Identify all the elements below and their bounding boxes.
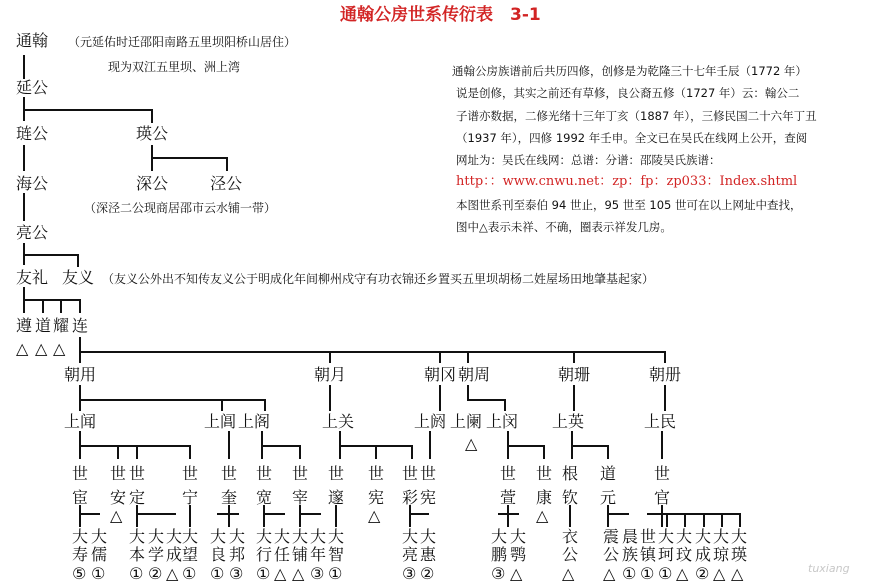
info-url: http：：www.cnwu.net：zp：fp：zp033：Index.shtml <box>456 174 798 190</box>
person-yan: 延公 <box>16 78 49 97</box>
person-shangguan: 上关 <box>322 412 355 431</box>
mark-daying: △ <box>731 564 744 583</box>
note-tonghan-origin: （元延佑时迁邵阳南路五里坝阳桥山居住） <box>68 35 297 49</box>
person-dashou: 大寿 <box>72 527 89 564</box>
person-shiding: 世定 <box>129 464 146 507</box>
person-shisui: 世邃 <box>328 464 345 507</box>
person-dapu: 大铺 <box>292 527 309 564</box>
person-dawen: 大玟 <box>676 527 693 564</box>
mark-yigong: △ <box>562 564 575 583</box>
mark-daru: ① <box>91 564 106 583</box>
mark-daxing: ① <box>256 564 271 583</box>
mark-daben: ① <box>129 564 144 583</box>
person-shen: 深公 <box>136 174 169 193</box>
person-chaoyue: 朝月 <box>314 365 347 384</box>
person-lian-gen7: 连 <box>72 316 89 335</box>
person-shikui: 世奎 <box>221 464 238 507</box>
info-line-1: 通翰公房族谱前后共历四修，创修是为乾隆三十七年壬辰（1772 年） <box>452 64 807 78</box>
person-dacheng2: 大成 <box>695 527 712 564</box>
watermark: tuxiang <box>808 562 850 575</box>
mark-zun: △ <box>16 339 29 358</box>
person-daben: 大本 <box>129 527 146 564</box>
mark-yao: △ <box>53 339 66 358</box>
person-genqin: 根钦 <box>562 464 579 507</box>
person-shangchang: 上阊 <box>204 412 237 431</box>
person-chaoyong: 朝用 <box>64 365 97 384</box>
person-dapeng: 大鹏 <box>491 527 508 564</box>
person-dahui: 大惠 <box>420 527 437 564</box>
person-hai: 海公 <box>16 174 49 193</box>
person-zhengong: 震公 <box>603 527 620 564</box>
info-line-7: 本图世系刊至泰伯 94 世止，95 世至 105 世可在以上网址中查找， <box>456 197 802 212</box>
mark-dacheng2: ② <box>695 564 710 583</box>
mark-dabang: ③ <box>229 564 244 583</box>
mark-dae: △ <box>510 564 523 583</box>
person-daying: 大瑛 <box>731 527 748 564</box>
mark-daqiong: △ <box>713 564 726 583</box>
info-line-5: 网址为：吴氏在线网：总谱：分谱：邵陵吴氏族谱： <box>456 153 721 168</box>
person-daru: 大儒 <box>91 527 108 564</box>
person-youli: 友礼 <box>16 268 49 287</box>
mark-dazhi: ① <box>328 564 343 583</box>
person-zun: 遵 <box>16 316 33 335</box>
person-shangwen: 上闻 <box>64 412 97 431</box>
person-chaoshan: 朝珊 <box>558 365 591 384</box>
person-dazhi: 大智 <box>328 527 345 564</box>
mark-shikuan2: △ <box>368 506 381 525</box>
person-daqiong: 大琼 <box>713 527 730 564</box>
person-shanglan: 上阑 <box>450 412 483 431</box>
mark-dacheng: △ <box>166 564 179 583</box>
note-youyi: （友义公外出不知传友义公于明成化年间柳州戍守有功衣锦还乡置买五里坝胡杨二姓屋场田地肇基起家） <box>102 272 655 286</box>
mark-zhengong: △ <box>603 564 616 583</box>
info-line-4: （1937 年），四修 1992 年壬申。全文已在吴氏在线网上公开，查阅 <box>456 130 808 145</box>
person-dake: 大珂 <box>658 527 675 564</box>
person-shicai: 世彩 <box>402 464 419 507</box>
mark-dapeng: ③ <box>491 564 506 583</box>
person-chenzu: 晨族 <box>622 527 639 564</box>
mark-daxue: ② <box>148 564 163 583</box>
mark-shanglan: △ <box>465 434 478 453</box>
person-jing: 泾公 <box>210 174 243 193</box>
info-line-2: 说是创修，其实之前还有草修，良公裔五修（1727 年）云：翰公二 <box>456 86 800 101</box>
info-paragraph <box>452 60 872 238</box>
person-shining: 世宁 <box>182 464 199 507</box>
mark-dao: △ <box>35 339 48 358</box>
mark-dahui: ② <box>420 564 435 583</box>
person-chaoce: 朝册 <box>649 365 682 384</box>
person-lian: 琏公 <box>16 124 49 143</box>
person-shangmin2: 上民 <box>644 412 677 431</box>
person-yao: 耀 <box>53 316 70 335</box>
mark-dashou: ⑤ <box>72 564 87 583</box>
chart-title: 通翰公房世系传衍表 3-1 <box>340 5 541 25</box>
person-shizai: 世宰 <box>292 464 309 507</box>
person-dabang: 大邦 <box>229 527 246 564</box>
person-shangge: 上阁 <box>238 412 271 431</box>
person-daoyuan: 道元 <box>600 464 617 507</box>
person-chaogang: 朝冈 <box>424 365 457 384</box>
person-shihuan: 世宦 <box>72 464 89 507</box>
person-daliang2: 大亮 <box>402 527 419 564</box>
mark-chenzu: ① <box>622 564 637 583</box>
person-dao: 道 <box>35 316 52 335</box>
mark-daren: △ <box>274 564 287 583</box>
person-shangmin: 上闵 <box>486 412 519 431</box>
person-shange: 上阏 <box>414 412 447 431</box>
info-line-8: 图中△表示未祥、不确，圈表示祥发几房。 <box>456 220 672 235</box>
person-shixian: 世宪 <box>420 464 437 507</box>
mark-shikang: △ <box>536 506 549 525</box>
person-yigong: 衣公 <box>562 527 579 564</box>
mark-shizhen: ① <box>640 564 655 583</box>
mark-daliang: ① <box>210 564 225 583</box>
note-tonghan-now: 现为双江五里坝、洲上湾 <box>108 60 241 74</box>
mark-dake: ① <box>658 564 673 583</box>
person-daliang: 大良 <box>210 527 227 564</box>
person-danian: 大年 <box>310 527 327 564</box>
mark-dapu: △ <box>292 564 305 583</box>
person-daren: 大任 <box>274 527 291 564</box>
person-chaozhou: 朝周 <box>458 365 491 384</box>
person-dae: 大鹗 <box>510 527 527 564</box>
mark-daliang2: ③ <box>402 564 417 583</box>
mark-dawang: ① <box>182 564 197 583</box>
person-shikang: 世康 <box>536 464 553 507</box>
person-tonghan: 通翰 <box>16 31 49 50</box>
person-daxing: 大行 <box>256 527 273 564</box>
mark-danian: ③ <box>310 564 325 583</box>
person-shikuan2: 世宪 <box>368 464 385 507</box>
person-youyi: 友义 <box>62 268 95 287</box>
person-dawang: 大望 <box>182 527 199 564</box>
mark-shian: △ <box>110 506 123 525</box>
person-daxue: 大学 <box>148 527 165 564</box>
person-liang: 亮公 <box>16 223 49 242</box>
person-shian: 世安 <box>110 464 127 507</box>
person-shixuan: 世萱 <box>500 464 517 507</box>
person-shangying: 上英 <box>552 412 585 431</box>
person-shikuan: 世宽 <box>256 464 273 507</box>
person-ying: 瑛公 <box>136 124 169 143</box>
info-line-3: 子谱亦数据，二修光绪十三年丁亥（1887 年），三修民国二十六年丁丑 <box>456 108 817 123</box>
person-shiguan: 世官 <box>654 464 671 507</box>
mark-dawen: △ <box>676 564 689 583</box>
person-dacheng: 大成 <box>166 527 183 564</box>
note-shen-jing: （深泾二公现商居邵市云水铺一带） <box>84 201 277 215</box>
person-shizhen: 世镇 <box>640 527 657 564</box>
